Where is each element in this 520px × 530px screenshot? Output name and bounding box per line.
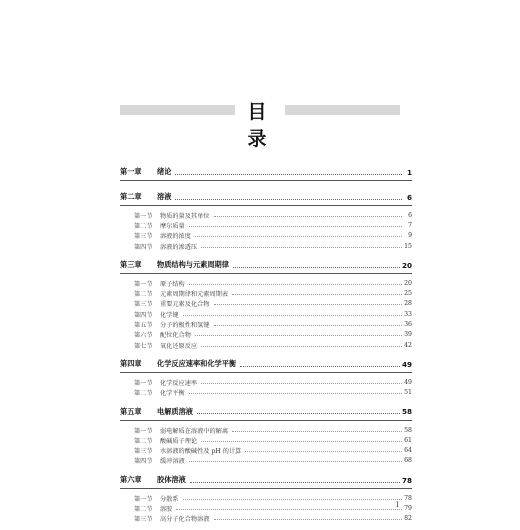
- dot-leader: [197, 413, 400, 414]
- chapter-entry: [120, 404, 412, 420]
- section-number: 第五节: [134, 322, 153, 330]
- dot-leader: [189, 393, 402, 394]
- section-page: 25: [404, 290, 412, 298]
- section-entry: [134, 210, 412, 220]
- section-page: 15: [404, 242, 412, 250]
- section-number: 第一节: [134, 212, 153, 220]
- dot-leader: [190, 482, 400, 483]
- section-entry: [134, 514, 412, 524]
- section-page: 42: [404, 341, 412, 349]
- chapter-number: 第六章: [120, 475, 142, 485]
- dot-leader: [189, 461, 402, 462]
- dot-leader: [176, 509, 402, 510]
- toc-chapter: [120, 404, 412, 472]
- chapter-number: 第五章: [120, 406, 142, 416]
- toc-chapter: [120, 164, 412, 189]
- dot-leader: [175, 199, 402, 200]
- chapter-entry: [120, 257, 412, 273]
- section-number: 第六节: [134, 332, 153, 340]
- section-entry: [134, 425, 412, 435]
- section-entry: [134, 445, 412, 455]
- section-title: 氧化还原反应: [160, 342, 198, 350]
- chapter-title: 物质结构与元素周期律: [157, 260, 229, 270]
- chapter-page: 1: [406, 167, 412, 177]
- toc-chapter: [120, 189, 412, 257]
- chapter-number: 第四章: [120, 359, 142, 369]
- page-title: 目 录: [247, 101, 273, 150]
- chapter-page: 20: [401, 260, 412, 270]
- dot-leader: [183, 315, 402, 316]
- dot-leader: [233, 267, 400, 268]
- section-number: 第三节: [134, 233, 153, 241]
- section-title: 原子结构: [160, 280, 185, 288]
- section-title: 酸碱质子理论: [160, 437, 198, 445]
- section-number: 第四节: [134, 311, 153, 319]
- section-number: 第三节: [134, 516, 153, 524]
- section-entry: [134, 309, 412, 319]
- dot-leader: [214, 216, 403, 217]
- section-page: 49: [404, 378, 412, 386]
- section-entry: [134, 278, 412, 288]
- dot-leader: [240, 366, 400, 367]
- chapter-page: 58: [401, 407, 412, 417]
- section-number: 第四节: [134, 243, 153, 251]
- section-entry: [134, 493, 412, 503]
- table-of-contents: [120, 164, 412, 530]
- section-number: 第三节: [134, 301, 153, 309]
- chapter-number: 第一章: [120, 167, 142, 176]
- section-page: 79: [404, 504, 412, 512]
- section-page: 51: [404, 389, 412, 397]
- chapter-title: 化学反应速率和化学平衡: [157, 359, 237, 369]
- section-entry: [134, 503, 412, 513]
- section-entry: [134, 456, 412, 466]
- dot-leader: [183, 499, 402, 500]
- section-number: 第一节: [134, 280, 153, 288]
- section-title: 物质的量及其单位: [160, 212, 210, 220]
- section-title: 重要元素及化合物: [160, 301, 210, 309]
- section-title: 水溶液的酸碱性及 pH 的计算: [160, 448, 242, 456]
- dot-leader: [201, 441, 402, 442]
- section-title: 化学反应速率: [160, 379, 198, 387]
- section-page: 7: [408, 221, 412, 229]
- dot-leader: [195, 236, 402, 237]
- chapter-page: 49: [401, 359, 412, 369]
- section-page: 20: [404, 279, 412, 287]
- chapter-entry: [120, 164, 412, 180]
- toc-chapter: [120, 356, 412, 404]
- section-title: 分散系: [160, 495, 179, 503]
- section-entry: [134, 330, 412, 340]
- chapter-entry: [120, 472, 412, 488]
- section-page: 61: [404, 436, 412, 444]
- chapter-rule: [120, 372, 412, 373]
- dot-leader: [195, 335, 402, 336]
- section-title: 溶胶: [160, 505, 173, 513]
- chapter-entry: [120, 356, 412, 372]
- chapter-rule: [120, 180, 412, 181]
- chapter-title: 电解质溶液: [157, 406, 193, 416]
- chapter-title: 溶液: [157, 192, 172, 201]
- section-title: 溶液的渗透压: [160, 243, 198, 251]
- dot-leader: [201, 247, 402, 248]
- section-entry: [134, 231, 412, 241]
- section-number: 第二节: [134, 390, 153, 398]
- section-title: 缓冲溶液: [160, 458, 185, 466]
- toc-heading: [120, 99, 400, 150]
- section-entry: [134, 340, 412, 350]
- chapter-rule: [120, 205, 412, 206]
- section-title: 溶液的浓度: [160, 233, 191, 241]
- chapter-rule: [120, 273, 412, 274]
- dot-leader: [201, 383, 402, 384]
- section-title: 化学键: [160, 311, 179, 319]
- section-title: 摩尔质量: [160, 222, 185, 230]
- section-entry: [134, 435, 412, 445]
- section-title: 分子的极性和氢键: [160, 322, 210, 330]
- section-page: 68: [404, 457, 412, 465]
- toc-chapter: [120, 472, 412, 530]
- section-title: 弱电解质在溶液中的解离: [160, 427, 229, 435]
- section-number: 第一节: [134, 427, 153, 435]
- section-list: [134, 377, 412, 404]
- section-title: 化学平衡: [160, 390, 185, 398]
- dot-leader: [214, 304, 403, 305]
- section-page: 6: [408, 211, 412, 219]
- section-number: 第七节: [134, 342, 153, 350]
- chapter-entry: [120, 189, 412, 205]
- section-number: 第二节: [134, 437, 153, 445]
- chapter-number: 第三章: [120, 260, 142, 270]
- section-title: 元素周期律和元素周期表: [160, 291, 229, 299]
- section-number: 第一节: [134, 379, 153, 387]
- dot-leader: [175, 174, 402, 175]
- section-page: 9: [408, 232, 412, 240]
- section-list: [134, 278, 412, 356]
- page-number: I: [396, 501, 399, 509]
- dot-leader: [189, 226, 402, 227]
- dot-leader: [232, 294, 402, 295]
- chapter-rule: [120, 488, 412, 489]
- section-entry: [134, 241, 412, 251]
- section-title: 高分子化合物溶液: [160, 516, 210, 524]
- chapter-page: 78: [401, 475, 412, 485]
- section-list: [134, 493, 412, 530]
- section-number: 第二节: [134, 291, 153, 299]
- dot-leader: [214, 325, 403, 326]
- chapter-title: 绪论: [157, 167, 172, 176]
- section-number: 第二节: [134, 222, 153, 230]
- chapter-title: 胶体溶液: [157, 475, 186, 485]
- dot-leader: [232, 431, 402, 432]
- dot-leader: [189, 284, 402, 285]
- section-page: 33: [404, 310, 412, 318]
- dot-leader: [245, 451, 402, 452]
- section-title: 配位化合物: [160, 332, 191, 340]
- section-list: [134, 210, 412, 257]
- section-list: [134, 425, 412, 472]
- section-number: 第二节: [134, 505, 153, 513]
- section-entry: [134, 319, 412, 329]
- section-page: 39: [404, 331, 412, 339]
- section-page: 58: [404, 426, 412, 434]
- section-number: 第三节: [134, 448, 153, 456]
- dot-leader: [201, 346, 402, 347]
- section-page: 36: [404, 321, 412, 329]
- section-page: 64: [404, 447, 412, 455]
- chapter-number: 第二章: [120, 192, 142, 201]
- title-bar-left: [120, 105, 235, 115]
- title-bar-right: [285, 105, 400, 115]
- section-page: 82: [404, 515, 412, 523]
- chapter-rule: [120, 420, 412, 421]
- chapter-page: 6: [406, 192, 412, 202]
- section-entry: [134, 288, 412, 298]
- section-entry: [134, 299, 412, 309]
- section-page: 78: [404, 494, 412, 502]
- section-entry: [134, 377, 412, 387]
- section-page: 28: [404, 300, 412, 308]
- section-entry: [134, 220, 412, 230]
- section-number: 第一节: [134, 495, 153, 503]
- section-number: 第四节: [134, 458, 153, 466]
- toc-chapter: [120, 257, 412, 356]
- section-entry: [134, 388, 412, 398]
